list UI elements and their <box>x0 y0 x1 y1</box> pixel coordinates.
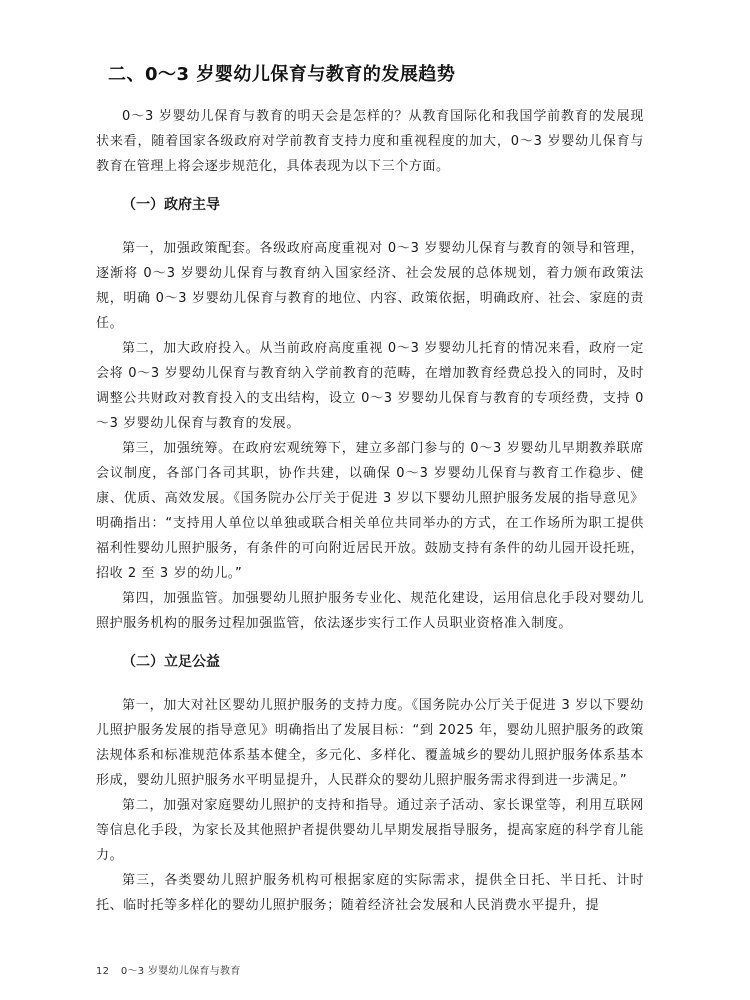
running-title: 0～3 岁婴幼儿保育与教育 <box>120 966 241 977</box>
paragraph: 第三，加强统筹。在政府宏观统筹下，建立多部门参与的 0～3 岁婴幼儿早期教养联席会议制度，各部门各司其职，协作共建，以确保 0～3 岁婴幼儿保育与教育工作稳步、健康、优质、高效发展。《国务院办公厅关于促进 3 岁以下婴幼儿照护服务发展的指导意见》明确指出：“支持用人单位以单独或联合相关单位共同举办的方式，在工作场所为职工提供福利性婴幼儿照护服务，有条件的可向附近居民开放。鼓励支持有条件的幼儿园开设托班，招收 2 至 3 岁的幼儿。” <box>96 441 644 581</box>
paragraph: 第一，加强政策配套。各级政府高度重视对 0～3 岁婴幼儿保育与教育的领导和管理，逐渐将 0～3 岁婴幼儿保育与教育纳入国家经济、社会发展的总体规划，着力颁布政策法规，明确 0～3 岁婴幼儿保育与教育的地位、内容、政策依据，明确政府、社会、家庭的责任。 <box>96 241 644 331</box>
intro-paragraph: 0～3 岁婴幼儿保育与教育的明天会是怎样的？从教育国际化和我国学前教育的发展现状来看，随着国家各级政府对学前教育支持力度和重视程度的加大，0～3 岁婴幼儿保育与教育在管理上将会逐步规范化，具体表现为以下三个方面。 <box>96 109 644 174</box>
page-number: 12 <box>96 966 110 977</box>
subsection-heading-government-led: （一）政府主导 <box>122 197 220 213</box>
paragraph: 第三，各类婴幼儿照护服务机构可根据家庭的实际需求，提供全日托、半日托、计时托、临时托等多样化的婴幼儿照护服务；随着经济社会发展和人民消费水平提升，提 <box>96 873 644 913</box>
paragraph: 第四，加强监管。加强婴幼儿照护服务专业化、规范化建设，运用信息化手段对婴幼儿照护服务机构的服务过程加强监管，依法逐步实行工作人员职业资格准入制度。 <box>96 591 644 631</box>
subsection-heading-public-welfare: （二）立足公益 <box>122 654 220 670</box>
paragraph: 第二，加大政府投入。从当前政府高度重视 0～3 岁婴幼儿托育的情况来看，政府一定会将 0～3 岁婴幼儿保育与教育纳入学前教育的范畴，在增加教育经费总投入的同时，及时调整公共财政对教育投入的支出结构，设立 0～3 岁婴幼儿保育与教育的专项经费，支持 0～3 岁婴幼儿保育与教育的发展。 <box>96 341 644 431</box>
paragraph: 第一，加大对社区婴幼儿照护服务的支持力度。《国务院办公厅关于促进 3 岁以下婴幼儿照护服务发展的指导意见》明确指出了发展目标：“到 2025 年，婴幼儿照护服务的政策法规体系和标准规范体系基本健全，多元化、多样化、覆盖城乡的婴幼儿照护服务体系基本形成，婴幼儿照护服务水平明显提升，人民群众的婴幼儿照护服务需求得到进一步满足。” <box>96 698 644 788</box>
section-title: 二、0～3 岁婴幼儿保育与教育的发展趋势 <box>108 64 456 85</box>
page-content <box>96 52 644 918</box>
paragraph: 第二，加强对家庭婴幼儿照护的支持和指导。通过亲子活动、家长课堂等，利用互联网等信息化手段，为家长及其他照护者提供婴幼儿早期发展指导服务，提高家庭的科学育儿能力。 <box>96 798 644 863</box>
page-footer <box>96 962 241 977</box>
